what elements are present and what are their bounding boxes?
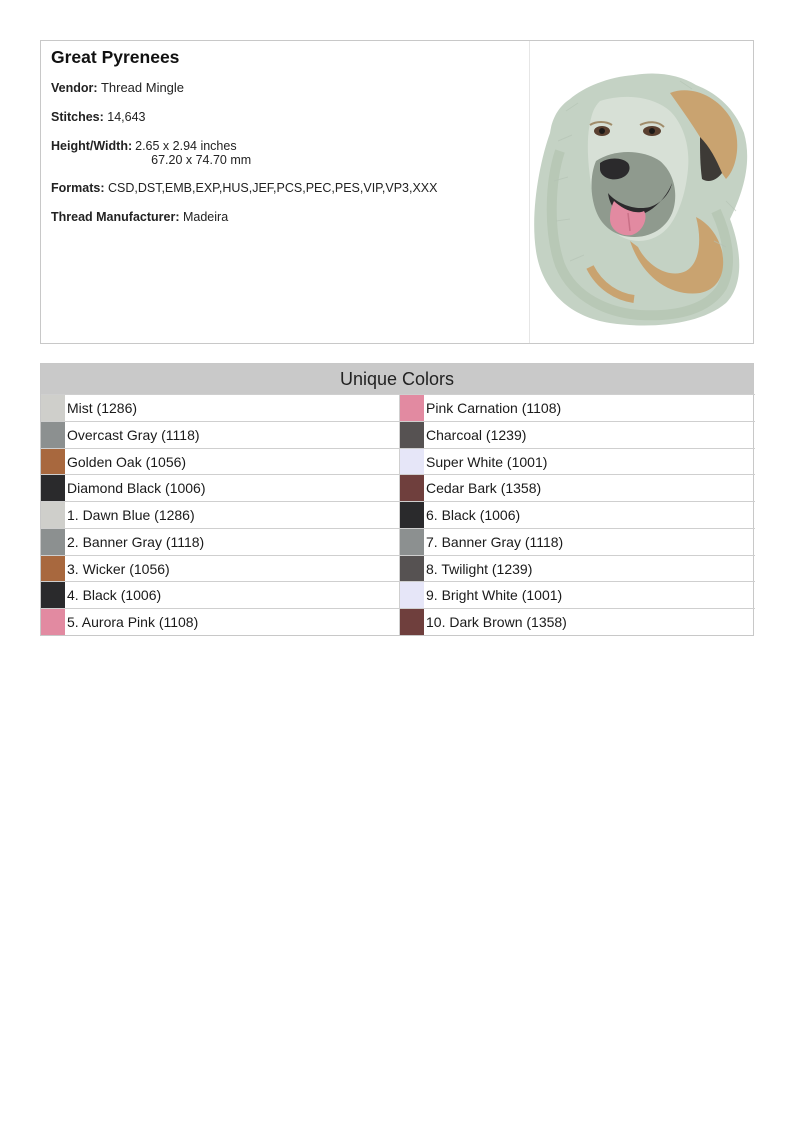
stitches-label: Stitches: xyxy=(51,110,104,124)
color-row xyxy=(41,581,399,608)
color-label: 6. Black (1006) xyxy=(426,507,521,523)
color-row xyxy=(399,394,755,421)
color-row xyxy=(41,394,399,421)
color-label: Pink Carnation (1108) xyxy=(426,400,562,416)
colors-grid xyxy=(41,394,753,635)
thread-row xyxy=(51,209,529,225)
thread-label: Thread Manufacturer: xyxy=(51,210,180,224)
color-label: Cedar Bark (1358) xyxy=(426,480,542,497)
vendor-value: Thread Mingle xyxy=(100,80,185,95)
color-row xyxy=(41,608,399,635)
height-width-values xyxy=(135,138,251,167)
height-width-inches: 2.65 x 2.94 inches xyxy=(135,139,237,153)
stitches-value: 14,643 xyxy=(107,110,146,124)
color-label: Super White (1001) xyxy=(426,453,548,470)
design-info-box xyxy=(40,40,754,344)
color-row xyxy=(41,421,399,448)
color-swatch xyxy=(41,422,65,448)
color-row xyxy=(399,474,755,501)
color-swatch xyxy=(41,475,65,501)
color-label: Golden Oak (1056) xyxy=(67,453,187,470)
color-label: 9. Bright White (1001) xyxy=(426,587,563,604)
color-swatch xyxy=(41,556,65,582)
color-label: Charcoal (1239) xyxy=(426,426,527,443)
color-label: 4. Black (1006) xyxy=(67,587,162,604)
color-row xyxy=(41,528,399,555)
color-swatch xyxy=(400,582,424,608)
color-swatch xyxy=(400,609,424,635)
height-width-label: Height/Width: xyxy=(51,139,133,153)
color-label: 5. Aurora Pink (1108) xyxy=(67,614,199,630)
color-swatch xyxy=(400,475,424,501)
formats-value: CSD,DST,EMB,EXP,HUS,JEF,PCS,PEC,PES,VIP,VP3,XXX xyxy=(107,181,438,195)
thread-value: Madeira xyxy=(182,210,229,224)
color-swatch xyxy=(400,529,424,555)
height-width-row xyxy=(51,138,529,167)
color-swatch xyxy=(41,582,65,608)
formats-label: Formats: xyxy=(51,181,105,195)
color-label: Mist (1286) xyxy=(67,400,138,416)
color-swatch xyxy=(400,556,424,582)
color-swatch xyxy=(41,529,65,555)
color-swatch xyxy=(400,449,424,475)
color-swatch xyxy=(400,395,424,421)
color-label: 3. Wicker (1056) xyxy=(67,560,170,577)
height-width-mm: 67.20 x 74.70 mm xyxy=(151,153,252,167)
design-details xyxy=(51,45,529,238)
color-row xyxy=(399,421,755,448)
color-row xyxy=(41,448,399,475)
color-row xyxy=(399,501,755,528)
vendor-label: Vendor: xyxy=(51,81,98,95)
color-swatch xyxy=(41,449,65,475)
vendor-row xyxy=(51,80,529,96)
color-row xyxy=(399,528,755,555)
color-label: 7. Banner Gray (1118) xyxy=(426,533,564,550)
design-preview-image xyxy=(529,41,753,343)
color-label: 10. Dark Brown (1358) xyxy=(426,614,567,630)
design-title: Great Pyrenees xyxy=(51,47,180,67)
color-label: 1. Dawn Blue (1286) xyxy=(67,507,195,523)
stitches-row xyxy=(51,109,529,125)
unique-colors-header: Unique Colors xyxy=(41,364,753,394)
color-row xyxy=(399,581,755,608)
color-row xyxy=(41,474,399,501)
color-swatch xyxy=(41,502,65,528)
color-label: 2. Banner Gray (1118) xyxy=(67,533,205,550)
color-row xyxy=(399,448,755,475)
dog-embroidery-illustration xyxy=(530,41,754,343)
color-row xyxy=(399,555,755,582)
color-row xyxy=(41,501,399,528)
color-swatch xyxy=(400,422,424,448)
unique-colors-table xyxy=(40,363,754,636)
color-swatch xyxy=(41,395,65,421)
color-row xyxy=(399,608,755,635)
color-label: Diamond Black (1006) xyxy=(67,480,206,497)
formats-row xyxy=(51,180,529,196)
color-label: 8. Twilight (1239) xyxy=(426,560,533,577)
color-label: Overcast Gray (1118) xyxy=(67,426,200,443)
color-swatch xyxy=(400,502,424,528)
color-swatch xyxy=(41,609,65,635)
color-row xyxy=(41,555,399,582)
